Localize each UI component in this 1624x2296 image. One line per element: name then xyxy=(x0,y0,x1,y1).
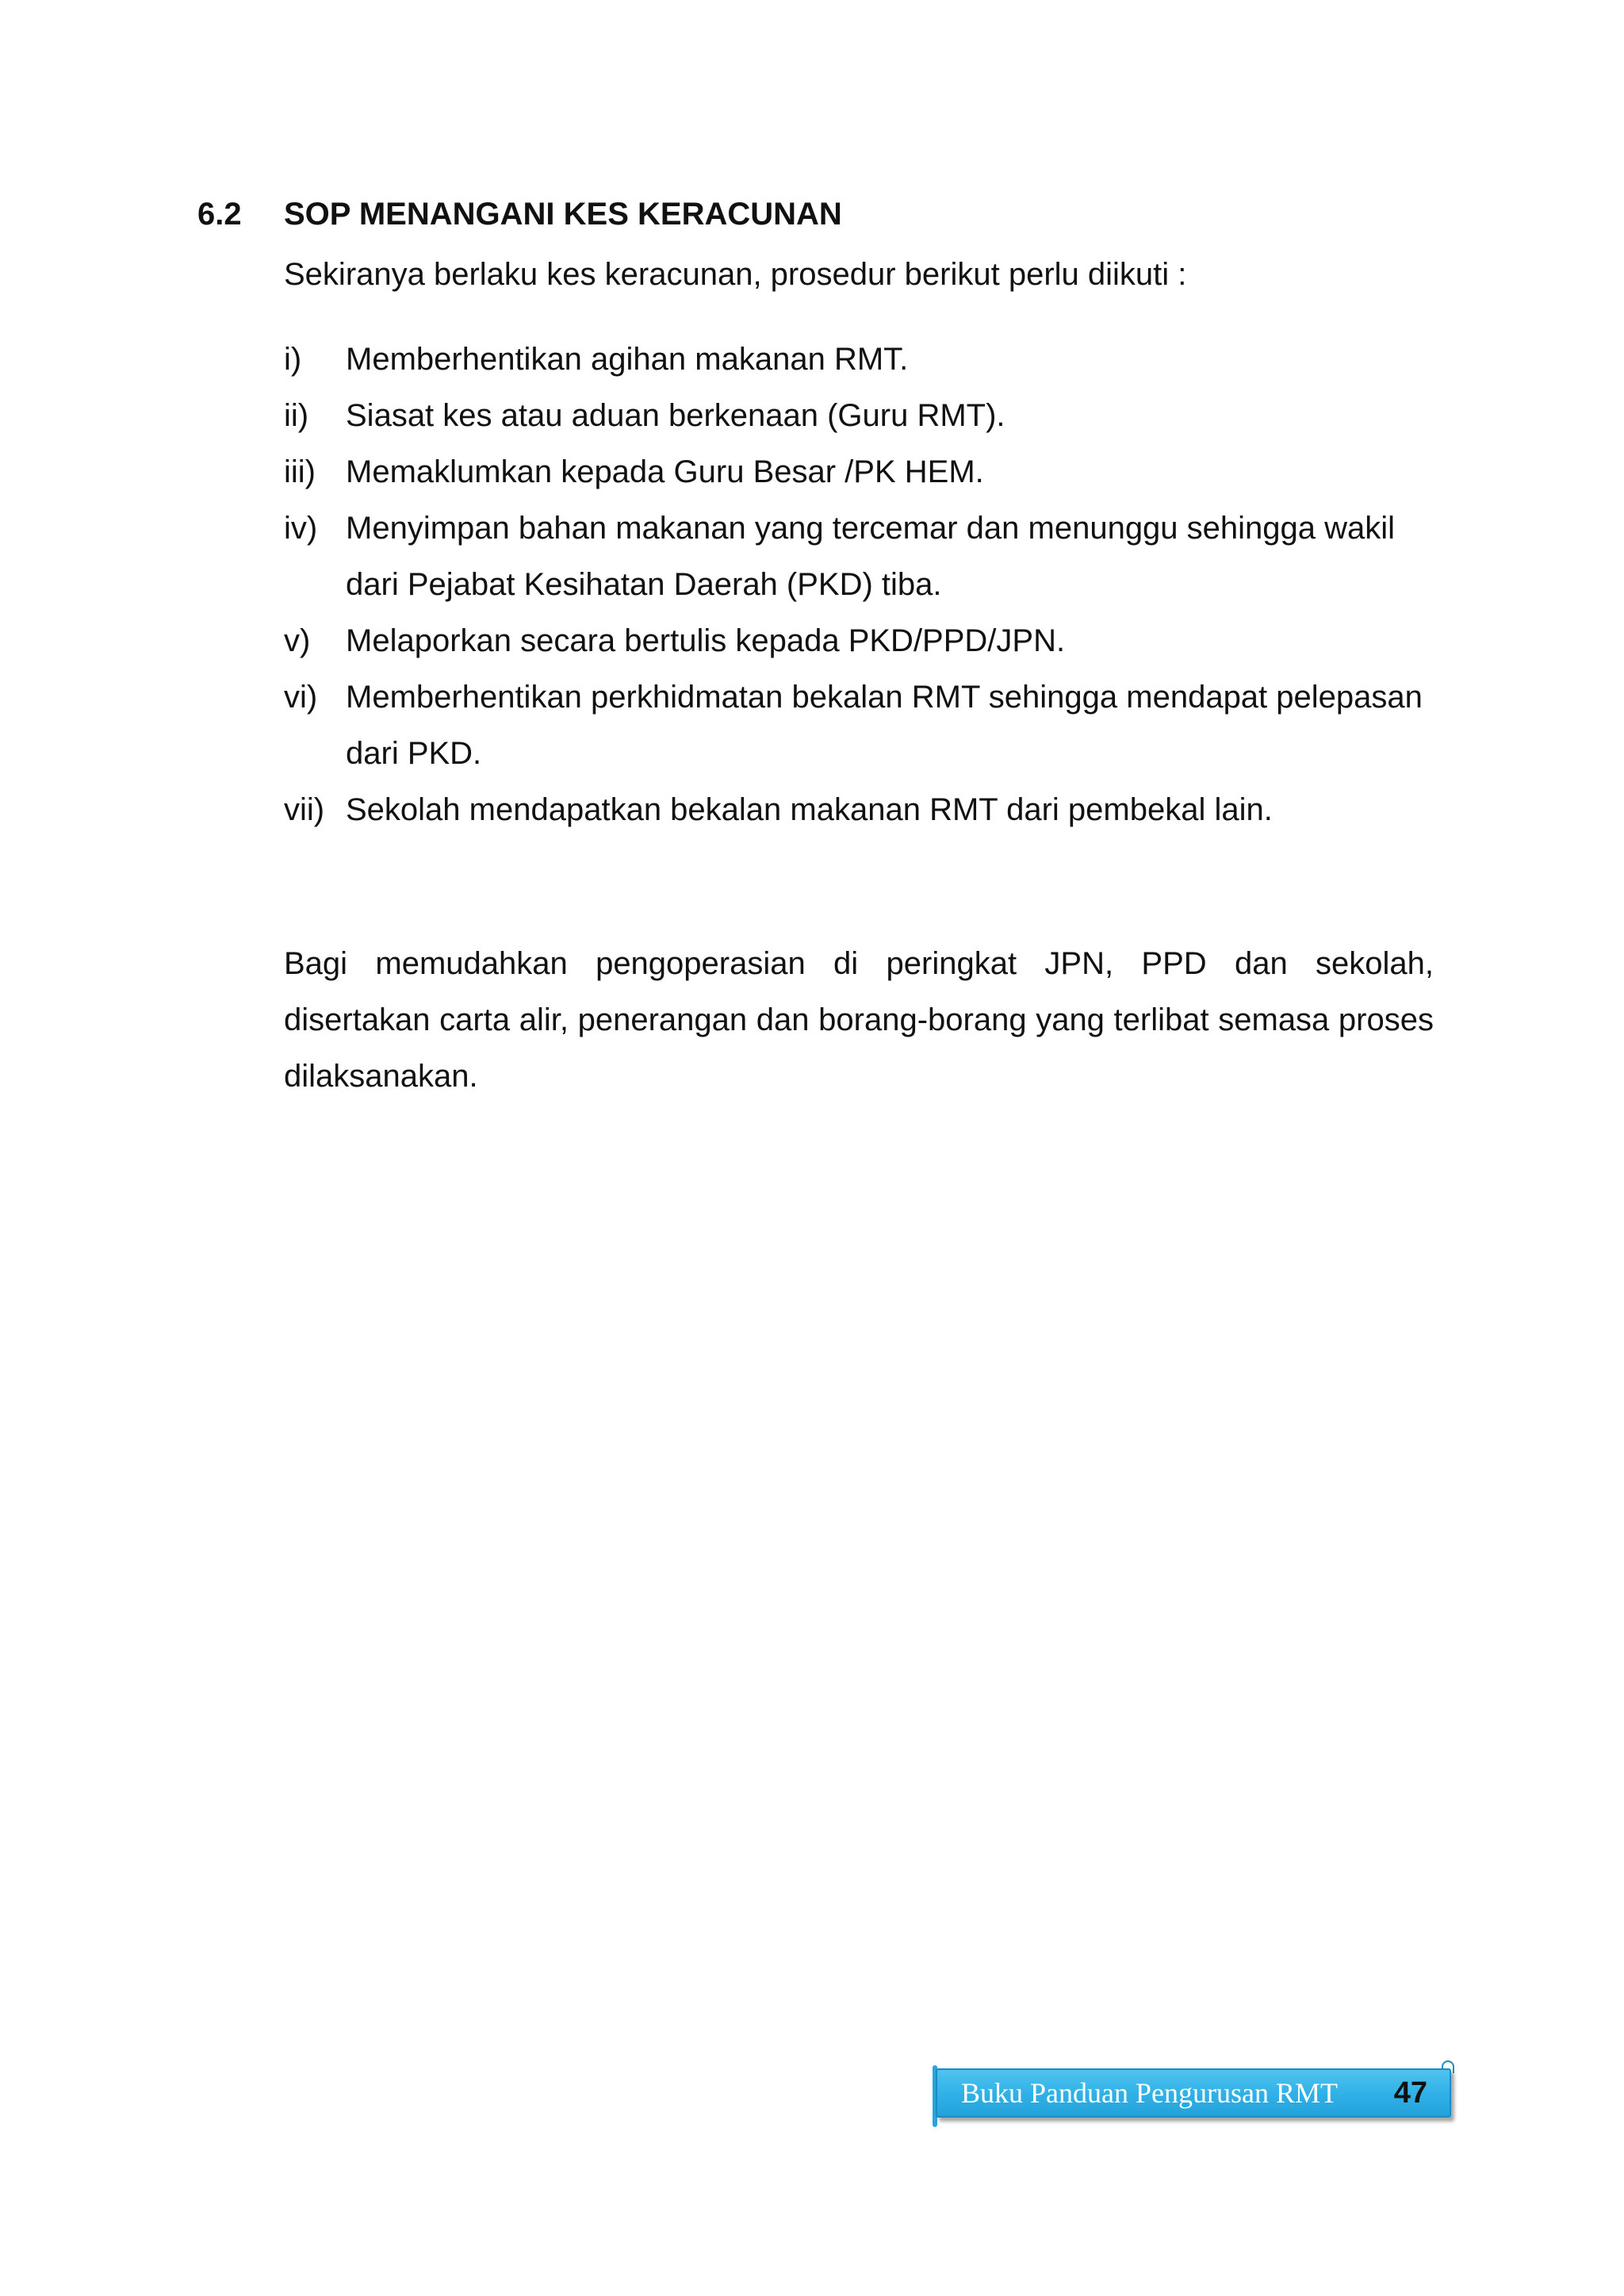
list-marker: iv) xyxy=(284,511,318,546)
page-number: 47 xyxy=(1393,2076,1427,2110)
list-item-text: Siasat kes atau aduan berkenaan (Guru RMT). xyxy=(346,398,1005,433)
list-item xyxy=(284,613,1434,669)
list-marker: vi) xyxy=(284,680,318,715)
list-item-text: Melaporkan secara bertulis kepada PKD/PPD/JPN. xyxy=(346,623,1066,658)
closing-paragraph: Bagi memudahkan pengoperasian di peringkat JPN, PPD dan sekolah, disertakan carta alir, penerangan dan borang-borang yang terlibat semasa proses dilaksanakan. xyxy=(284,946,1434,1094)
list-item xyxy=(284,332,1434,388)
list-item xyxy=(284,669,1434,782)
list-marker: iii) xyxy=(284,454,316,489)
list-item xyxy=(284,388,1434,444)
list-item-text: Menyimpan bahan makanan yang tercemar dan menunggu sehingga wakil dari Pejabat Kesihatan Daerah (PKD) tiba. xyxy=(346,511,1396,602)
procedure-list xyxy=(284,332,1434,838)
list-marker: vii) xyxy=(284,792,325,827)
list-item xyxy=(284,782,1434,838)
list-marker: ii) xyxy=(284,398,309,433)
section-intro: Sekiranya berlaku kes keracunan, prosedur berikut perlu diikuti : xyxy=(284,257,1187,292)
list-item xyxy=(284,444,1434,500)
section-number: 6.2 xyxy=(197,197,242,232)
list-item-text: Memaklumkan kepada Guru Besar /PK HEM. xyxy=(346,454,984,489)
section-title: SOP MENANGANI KES KERACUNAN xyxy=(284,197,842,232)
footer-title: Buku Panduan Pengurusan RMT xyxy=(961,2077,1338,2109)
list-marker: v) xyxy=(284,623,311,658)
list-item-text: Memberhentikan agihan makanan RMT. xyxy=(346,342,909,377)
list-marker: i) xyxy=(284,342,302,377)
list-item-text: Memberhentikan perkhidmatan bekalan RMT sehingga mendapat pelepasan dari PKD. xyxy=(346,680,1423,771)
list-item xyxy=(284,500,1434,613)
footer-banner xyxy=(936,2068,1451,2118)
list-item-text: Sekolah mendapatkan bekalan makanan RMT dari pembekal lain. xyxy=(346,792,1273,827)
